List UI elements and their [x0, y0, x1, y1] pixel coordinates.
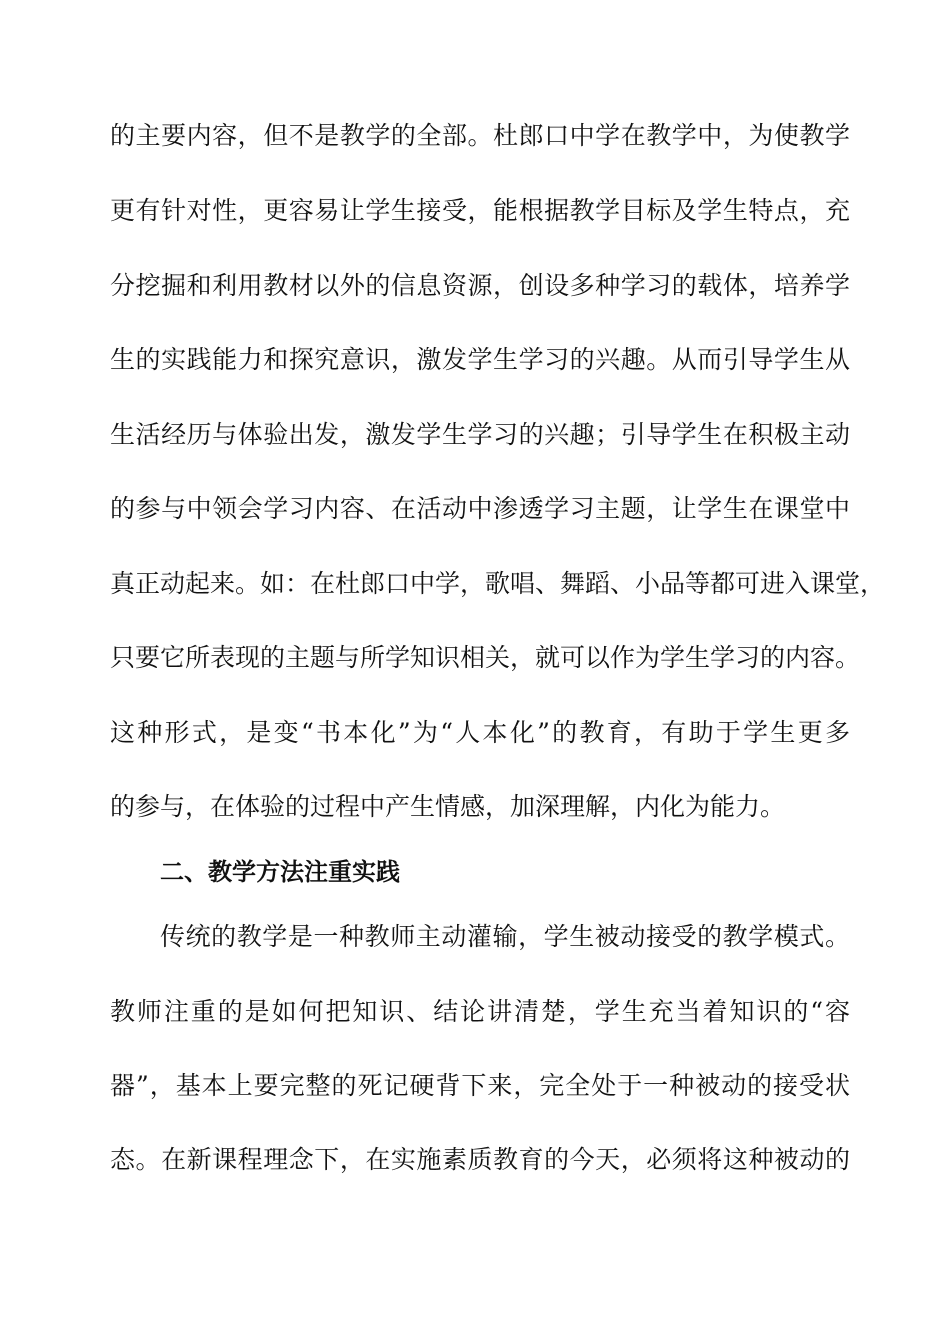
- text-line: 分挖掘和利用教材以外的信息资源，创设多种学习的载体，培养学: [110, 271, 850, 300]
- text-line: 器”，基本上要完整的死记硬背下来，完全处于一种被动的接受状: [110, 1071, 850, 1100]
- text-line: 态。在新课程理念下，在实施素质教育的今天，必须将这种被动的: [110, 1145, 850, 1174]
- text-line: 真正动起来。如：在杜郎口中学，歌唱、舞蹈、小品等都可进入课堂，: [110, 569, 886, 598]
- text-line: 这种形式，是变“书本化”为“人本化”的教育，有助于学生更多: [110, 718, 850, 747]
- text-line: 的参与，在体验的过程中产生情感，加深理解，内化为能力。: [110, 792, 786, 821]
- text-line: 传统的教学是一种教师主动灌输，学生被动接受的教学模式。: [160, 922, 850, 951]
- text-line: 更有针对性，更容易让学生接受，能根据教学目标及学生特点，充: [110, 196, 850, 225]
- text-line: 生的实践能力和探究意识，激发学生学习的兴趣。从而引导学生从: [110, 345, 850, 374]
- text-line: 只要它所表现的主题与所学知识相关，就可以作为学生学习的内容。: [110, 643, 861, 672]
- text-line: 教师注重的是如何把知识、结论讲清楚，学生充当着知识的“容: [110, 997, 850, 1026]
- text-line: 生活经历与体验出发，激发学生学习的兴趣；引导学生在积极主动: [110, 420, 850, 449]
- text-line: 的参与中领会学习内容、在活动中渗透学习主题，让学生在课堂中: [110, 494, 850, 523]
- section-heading: 二、教学方法注重实践: [160, 858, 400, 886]
- text-line: 的主要内容，但不是教学的全部。杜郎口中学在教学中，为使教学: [110, 121, 850, 150]
